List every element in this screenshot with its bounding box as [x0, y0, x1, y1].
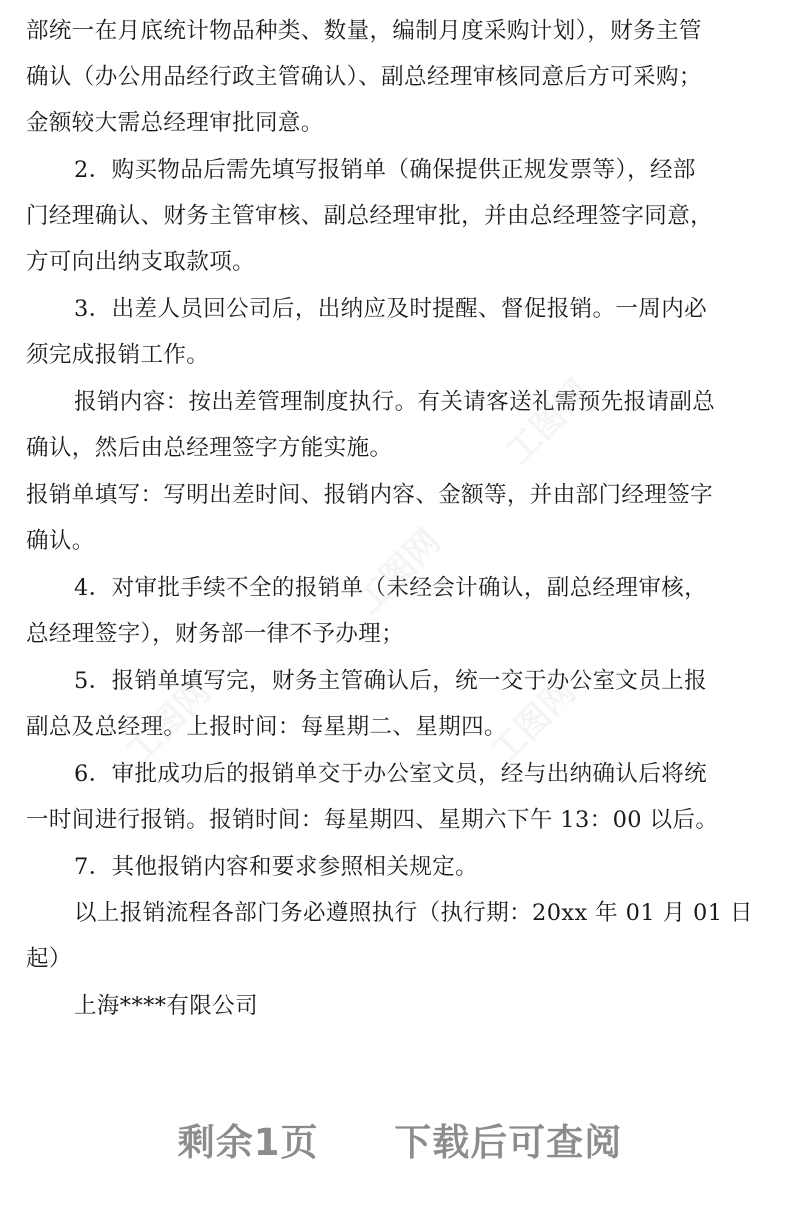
- company-signature: 上海****有限公司: [74, 993, 259, 1019]
- watermark-text: 工图网: [498, 371, 599, 473]
- remaining-pages-label: 剩余1页: [177, 1121, 319, 1164]
- doc-line-6: 方可向出纳支取款项。: [26, 249, 256, 275]
- doc-line-17: 6．审批成功后的报销单交于办公室文员，经与出纳确认后将统: [74, 761, 708, 787]
- doc-line-14: 总经理签字），财务部一律不予办理；: [26, 621, 405, 647]
- doc-line-5: 门经理确认、财务主管审核、副总经理审批，并由总经理签字同意，: [26, 203, 714, 229]
- doc-line-7: 3．出差人员回公司后，出纳应及时提醒、督促报销。一周内必: [74, 296, 708, 322]
- remaining-pages-notice[interactable]: [0, 1112, 800, 1166]
- doc-line-12: 确认。: [26, 528, 95, 554]
- doc-line-3: 金额较大需总经理审批同意。: [26, 110, 324, 136]
- doc-line-4: 2．购买物品后需先填写报销单（确保提供正规发票等），经部: [74, 157, 696, 183]
- watermark-text: 工图网: [118, 671, 219, 773]
- doc-line-8: 须完成报销工作。: [26, 342, 210, 368]
- doc-line-13: 4．对审批手续不全的报销单（未经会计确认，副总经理审核，: [74, 575, 708, 601]
- watermark-text: 工图网: [483, 671, 584, 773]
- doc-line-19: 7．其他报销内容和要求参照相关规定。: [74, 854, 479, 880]
- download-to-view-label: 下载后可查阅: [394, 1121, 623, 1164]
- doc-line-9: 报销内容：按出差管理制度执行。有关请客送礼需预先报请副总: [74, 389, 716, 415]
- doc-line-2: 确认（办公用品经行政主管确认）、副总经理审核同意后方可采购；: [26, 64, 702, 90]
- doc-line-11: 报销单填写：写明出差时间、报销内容、金额等，并由部门经理签字: [26, 482, 714, 508]
- doc-line-18: 一时间进行报销。报销时间：每星期四、星期六下午 13：00 以后。: [26, 807, 719, 833]
- doc-line-21: 起）: [26, 946, 72, 972]
- doc-line-10: 确认，然后由总经理签字方能实施。: [26, 435, 393, 461]
- doc-line-15: 5．报销单填写完，财务主管确认后，统一交于办公室文员上报: [74, 668, 708, 694]
- watermark-text: 工图网: [348, 521, 449, 623]
- doc-line-16: 副总及总经理。上报时间：每星期二、星期四。: [26, 714, 507, 740]
- doc-line-1: 部统一在月底统计物品种类、数量，编制月度采购计划），财务主管: [26, 18, 702, 44]
- doc-line-20: 以上报销流程各部门务必遵照执行（执行期：20xx 年 01 月 01 日: [74, 900, 753, 926]
